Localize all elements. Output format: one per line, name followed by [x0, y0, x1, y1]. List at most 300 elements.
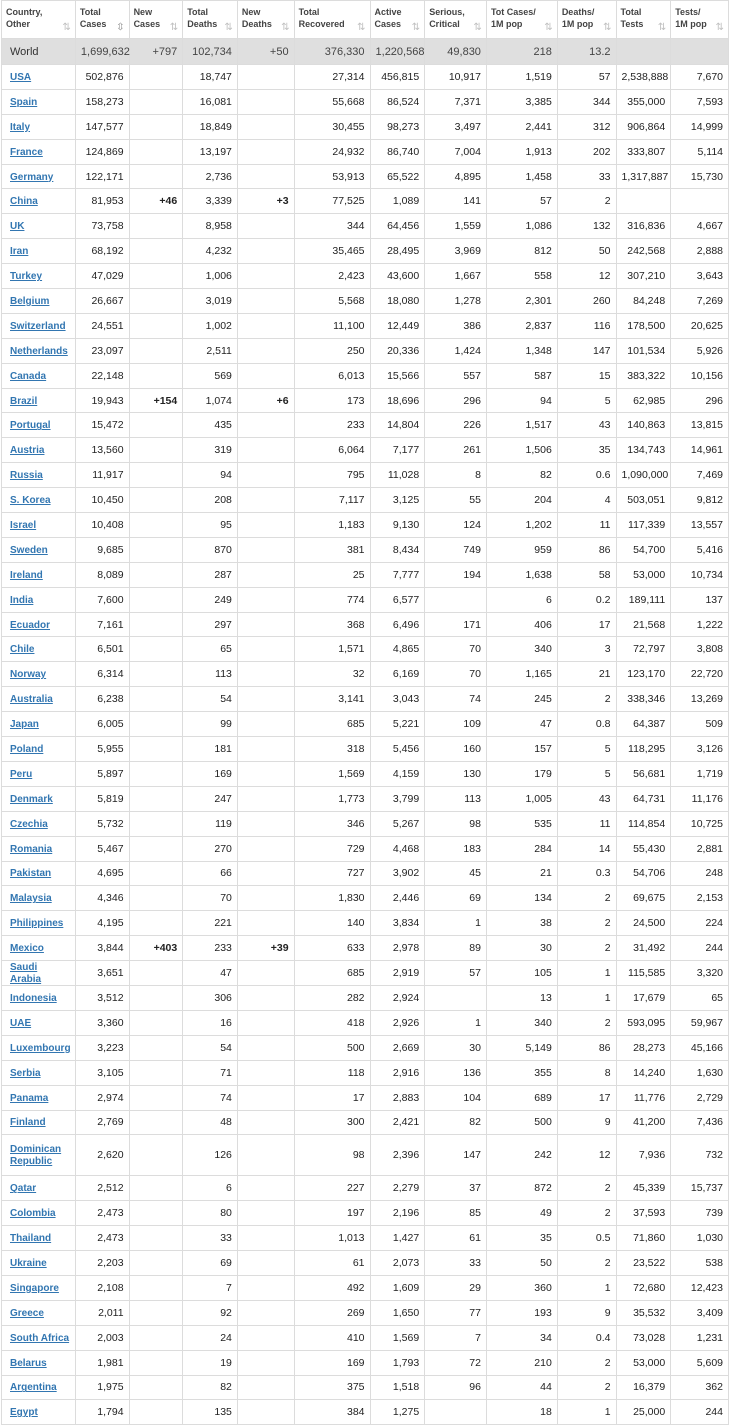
table-cell: 435: [183, 413, 238, 438]
table-cell: 69,675: [616, 886, 671, 911]
sort-icon[interactable]: ⇅: [169, 22, 179, 33]
table-cell: 7,936: [616, 1135, 671, 1176]
country-link[interactable]: Indonesia: [10, 993, 57, 1004]
table-cell: 204: [486, 488, 557, 513]
table-cell: 1,571: [294, 637, 370, 662]
country-cell: [2, 463, 76, 488]
table-cell: [237, 463, 294, 488]
table-cell: 5,926: [671, 338, 729, 363]
table-cell: 89: [425, 936, 487, 961]
table-cell: 169: [183, 761, 238, 786]
country-link[interactable]: Iran: [10, 246, 29, 258]
table-cell: 16: [183, 1010, 238, 1035]
country-cell: [2, 587, 76, 612]
table-cell: 11,028: [370, 463, 425, 488]
sort-icon[interactable]: ⇅: [473, 22, 482, 33]
table-cell: 2,888: [671, 239, 729, 264]
table-cell: 1: [557, 1400, 616, 1425]
table-cell: 5,221: [370, 712, 425, 737]
table-row: [2, 936, 729, 961]
table-cell: 71: [183, 1060, 238, 1085]
column-header-label: Tests/ 1M pop: [675, 7, 707, 29]
country-link[interactable]: Saudi Arabia: [10, 962, 42, 986]
country-cell: [2, 537, 76, 562]
country-cell: [2, 1085, 76, 1110]
table-cell: 7,004: [425, 139, 487, 164]
country-link[interactable]: Serbia: [10, 1067, 41, 1079]
country-cell: [2, 986, 76, 1011]
table-cell: 2,769: [75, 1110, 129, 1135]
column-header[interactable]: [557, 1, 616, 39]
table-cell: 17: [557, 612, 616, 637]
table-cell: 140: [294, 911, 370, 936]
table-cell: 569: [183, 363, 238, 388]
table-cell: 2,669: [370, 1035, 425, 1060]
table-cell: 47,029: [75, 264, 129, 289]
table-cell: 16,081: [183, 89, 238, 114]
table-cell: 57: [486, 189, 557, 214]
country-link[interactable]: S. Korea: [10, 495, 51, 507]
table-cell: 3,339: [183, 189, 238, 214]
country-cell: [2, 1375, 76, 1400]
table-cell: 7,177: [370, 438, 425, 463]
table-cell: 18,747: [183, 65, 238, 90]
table-row: [2, 587, 729, 612]
table-cell: 98,273: [370, 114, 425, 139]
table-cell: 1,793: [370, 1350, 425, 1375]
table-cell: 2,279: [370, 1176, 425, 1201]
table-cell: 2: [557, 886, 616, 911]
column-header-label: Active Cases: [374, 7, 402, 29]
table-cell: 1,005: [486, 786, 557, 811]
table-cell: 2: [557, 1375, 616, 1400]
table-cell: 1,975: [75, 1375, 129, 1400]
table-row: [2, 164, 729, 189]
table-row: [2, 189, 729, 214]
table-cell: 12: [557, 1135, 616, 1176]
country-link[interactable]: Mexico: [10, 943, 44, 955]
table-cell: 3,808: [671, 637, 729, 662]
table-cell: 18,696: [370, 388, 425, 413]
country-link[interactable]: India: [10, 594, 34, 606]
table-cell: 1,630: [671, 1060, 729, 1085]
table-cell: 2,423: [294, 264, 370, 289]
table-row: [2, 1300, 729, 1325]
table-cell: 319: [183, 438, 238, 463]
table-cell: 221: [183, 911, 238, 936]
table-cell: 24,932: [294, 139, 370, 164]
country-link[interactable]: Japan: [10, 719, 39, 731]
table-cell: [129, 637, 183, 662]
table-cell: 1,427: [370, 1226, 425, 1251]
country-link[interactable]: Denmark: [10, 793, 53, 805]
column-header[interactable]: [237, 1, 294, 39]
table-cell: 86: [557, 1035, 616, 1060]
table-cell: [237, 886, 294, 911]
table-cell: 0.2: [557, 587, 616, 612]
table-cell: 2,837: [486, 313, 557, 338]
country-link[interactable]: Netherlands: [10, 345, 68, 357]
table-cell: 15: [557, 363, 616, 388]
table-row: [2, 1135, 729, 1176]
table-cell: 384: [294, 1400, 370, 1425]
country-cell: [2, 637, 76, 662]
table-cell: 19: [183, 1350, 238, 1375]
table-cell: 6,064: [294, 438, 370, 463]
country-link[interactable]: Austria: [10, 445, 45, 457]
country-link[interactable]: China: [10, 196, 38, 208]
country-link[interactable]: Dominican Republic: [10, 1144, 62, 1168]
table-cell: 47: [183, 961, 238, 986]
table-cell: 558: [486, 264, 557, 289]
table-row: [2, 139, 729, 164]
country-cell: [2, 513, 76, 538]
table-cell: [129, 562, 183, 587]
table-cell: 4,232: [183, 239, 238, 264]
table-cell: 41,200: [616, 1110, 671, 1135]
table-cell: [129, 513, 183, 538]
country-link[interactable]: Malaysia: [10, 893, 52, 905]
table-cell: [237, 1350, 294, 1375]
table-cell: 3,320: [671, 961, 729, 986]
column-header[interactable]: [671, 1, 729, 39]
table-cell: 2,538,888: [616, 65, 671, 90]
country-link[interactable]: Colombia: [10, 1208, 56, 1220]
table-cell: [237, 1400, 294, 1425]
world-label: World: [2, 39, 76, 65]
country-link[interactable]: Spain: [10, 96, 38, 108]
country-link[interactable]: Germany: [10, 171, 54, 183]
table-cell: 227: [294, 1176, 370, 1201]
table-cell: 15,472: [75, 413, 129, 438]
country-link[interactable]: Egypt: [10, 1407, 38, 1419]
table-cell: 35: [486, 1226, 557, 1251]
column-header-label: New Deaths: [241, 7, 272, 29]
table-cell: [237, 363, 294, 388]
table-cell: 35,532: [616, 1300, 671, 1325]
column-header[interactable]: [2, 1, 76, 39]
table-cell: 134,743: [616, 438, 671, 463]
country-link[interactable]: Sweden: [10, 544, 48, 556]
table-cell: 2,512: [75, 1176, 129, 1201]
column-header-label: Total Cases: [79, 7, 107, 29]
table-cell: 64,456: [370, 214, 425, 239]
country-cell: [2, 1110, 76, 1135]
table-cell: 9: [557, 1300, 616, 1325]
table-cell: 7,593: [671, 89, 729, 114]
country-link[interactable]: Portugal: [10, 420, 51, 432]
table-cell: [129, 1201, 183, 1226]
table-cell: [129, 1176, 183, 1201]
table-cell: 2,073: [370, 1251, 425, 1276]
table-cell: 269: [294, 1300, 370, 1325]
country-link[interactable]: Turkey: [10, 271, 43, 283]
table-cell: [237, 89, 294, 114]
sort-icon[interactable]: ⇅: [224, 22, 233, 33]
table-cell: 194: [425, 562, 487, 587]
column-header[interactable]: [370, 1, 425, 39]
table-cell: 2,919: [370, 961, 425, 986]
table-cell: 247: [183, 786, 238, 811]
table-cell: 31,492: [616, 936, 671, 961]
country-link[interactable]: Romania: [10, 843, 53, 855]
table-cell: 9: [557, 1110, 616, 1135]
table-row: [2, 1375, 729, 1400]
table-cell: 2: [557, 1251, 616, 1276]
table-cell: [237, 1275, 294, 1300]
table-cell: 7,777: [370, 562, 425, 587]
table-cell: 633: [294, 936, 370, 961]
country-link[interactable]: Qatar: [10, 1183, 37, 1195]
table-cell: [237, 438, 294, 463]
country-link[interactable]: France: [10, 146, 43, 158]
table-cell: 28,273: [616, 1035, 671, 1060]
table-cell: 344: [557, 89, 616, 114]
table-cell: 15,730: [671, 164, 729, 189]
country-link[interactable]: Italy: [10, 121, 31, 133]
table-cell: 86: [557, 537, 616, 562]
table-cell: 7: [425, 1325, 487, 1350]
table-cell: 1,089: [370, 189, 425, 214]
column-header[interactable]: [425, 1, 487, 39]
table-cell: 17,679: [616, 986, 671, 1011]
table-cell: [425, 986, 487, 1011]
table-cell: 202: [557, 139, 616, 164]
table-cell: 11,917: [75, 463, 129, 488]
table-cell: 15,737: [671, 1176, 729, 1201]
table-cell: 54,706: [616, 861, 671, 886]
country-link[interactable]: Ukraine: [10, 1258, 47, 1270]
country-cell: [2, 239, 76, 264]
sort-icon[interactable]: ⇅: [281, 22, 290, 33]
table-cell: 224: [671, 911, 729, 936]
country-link[interactable]: Czechia: [10, 818, 48, 830]
country-link[interactable]: Canada: [10, 370, 47, 382]
table-cell: 261: [425, 438, 487, 463]
country-link[interactable]: Russia: [10, 470, 43, 482]
table-cell: [129, 886, 183, 911]
table-cell: 270: [183, 836, 238, 861]
sort-icon[interactable]: ⇅: [657, 22, 667, 33]
table-row: [2, 264, 729, 289]
table-cell: 250: [294, 338, 370, 363]
table-cell: 287: [183, 562, 238, 587]
country-link[interactable]: Pakistan: [10, 868, 52, 880]
table-cell: 56,681: [616, 761, 671, 786]
table-cell: 6,501: [75, 637, 129, 662]
country-link[interactable]: UAE: [10, 1017, 32, 1029]
table-cell: 14,961: [671, 438, 729, 463]
country-link[interactable]: Finland: [10, 1117, 46, 1129]
table-cell: 318: [294, 737, 370, 762]
table-cell: 4,667: [671, 214, 729, 239]
table-cell: 503,051: [616, 488, 671, 513]
country-link[interactable]: Luxembourg: [10, 1042, 71, 1054]
country-link[interactable]: Thailand: [10, 1233, 52, 1245]
sort-icon[interactable]: ⇅: [603, 22, 612, 33]
table-cell: 1,090,000: [616, 463, 671, 488]
table-cell: [129, 338, 183, 363]
table-cell: 98: [425, 811, 487, 836]
table-row: [2, 637, 729, 662]
column-header[interactable]: [75, 1, 129, 39]
table-cell: 8: [425, 463, 487, 488]
table-cell: 1: [425, 911, 487, 936]
country-link[interactable]: Greece: [10, 1307, 44, 1319]
country-link[interactable]: Philippines: [10, 918, 64, 930]
country-cell: [2, 1350, 76, 1375]
table-cell: [129, 264, 183, 289]
table-cell: [237, 861, 294, 886]
sort-icon[interactable]: ⇅: [544, 22, 553, 33]
table-cell: [237, 513, 294, 538]
table-cell: 24,500: [616, 911, 671, 936]
country-link[interactable]: Norway: [10, 669, 47, 681]
table-cell: 812: [486, 239, 557, 264]
table-cell: 171: [425, 612, 487, 637]
table-cell: 0.8: [557, 712, 616, 737]
country-link[interactable]: South Africa: [10, 1332, 70, 1344]
table-cell: 189,111: [616, 587, 671, 612]
table-cell: 23,097: [75, 338, 129, 363]
table-row: [2, 786, 729, 811]
table-cell: 14,240: [616, 1060, 671, 1085]
table-cell: 3,512: [75, 986, 129, 1011]
table-cell: 245: [486, 687, 557, 712]
table-cell: 1,275: [370, 1400, 425, 1425]
table-cell: +403: [129, 936, 183, 961]
table-cell: 9,812: [671, 488, 729, 513]
table-cell: 386: [425, 313, 487, 338]
table-cell: 2,421: [370, 1110, 425, 1135]
country-link[interactable]: Switzerland: [10, 320, 66, 332]
table-cell: 124: [425, 513, 487, 538]
table-cell: 179: [486, 761, 557, 786]
table-cell: 80: [183, 1201, 238, 1226]
table-cell: [237, 811, 294, 836]
sort-desc-icon[interactable]: ⇳: [116, 22, 125, 33]
country-link[interactable]: Australia: [10, 694, 53, 706]
table-cell: [129, 1110, 183, 1135]
table-cell: [129, 1325, 183, 1350]
table-cell: 1,006: [183, 264, 238, 289]
table-cell: [129, 1400, 183, 1425]
sort-icon[interactable]: ⇅: [357, 22, 366, 33]
column-header[interactable]: [183, 1, 238, 39]
table-cell: [129, 1035, 183, 1060]
table-cell: 8,958: [183, 214, 238, 239]
country-link[interactable]: UK: [10, 221, 25, 233]
table-cell: 2,974: [75, 1085, 129, 1110]
table-cell: 58: [557, 562, 616, 587]
country-cell: [2, 761, 76, 786]
table-cell: 959: [486, 537, 557, 562]
table-cell: 338,346: [616, 687, 671, 712]
country-link[interactable]: Ireland: [10, 569, 43, 581]
country-link[interactable]: Israel: [10, 519, 37, 531]
world-cell: [616, 39, 671, 65]
table-cell: 3,844: [75, 936, 129, 961]
table-cell: [237, 961, 294, 986]
table-cell: 1,165: [486, 662, 557, 687]
country-link[interactable]: Ecuador: [10, 619, 51, 631]
country-link[interactable]: Belarus: [10, 1357, 47, 1369]
table-cell: 33: [425, 1251, 487, 1276]
table-cell: 870: [183, 537, 238, 562]
column-header[interactable]: [294, 1, 370, 39]
table-cell: [237, 1325, 294, 1350]
table-cell: [129, 413, 183, 438]
table-cell: 872: [486, 1176, 557, 1201]
sort-icon[interactable]: ⇅: [411, 22, 421, 33]
country-link[interactable]: Belgium: [10, 295, 50, 307]
table-cell: 296: [425, 388, 487, 413]
table-cell: 685: [294, 712, 370, 737]
table-cell: 24: [183, 1325, 238, 1350]
table-cell: 70: [425, 637, 487, 662]
table-row: [2, 1060, 729, 1085]
sort-icon[interactable]: ⇅: [62, 22, 71, 33]
country-link[interactable]: Panama: [10, 1092, 49, 1104]
table-cell: 6,169: [370, 662, 425, 687]
table-cell: [425, 1400, 487, 1425]
table-cell: 3,651: [75, 961, 129, 986]
table-cell: 135: [183, 1400, 238, 1425]
table-cell: [129, 289, 183, 314]
table-row: [2, 961, 729, 986]
country-cell: [2, 811, 76, 836]
table-cell: 587: [486, 363, 557, 388]
country-cell: [2, 1060, 76, 1085]
table-cell: 5,114: [671, 139, 729, 164]
sort-icon[interactable]: ⇅: [715, 22, 724, 33]
column-header-label: Deaths/ 1M pop: [561, 7, 595, 29]
table-cell: 65: [183, 637, 238, 662]
table-cell: 64,387: [616, 712, 671, 737]
country-cell: [2, 1251, 76, 1276]
column-header[interactable]: [616, 1, 671, 39]
country-link[interactable]: Argentina: [10, 1382, 57, 1394]
table-row: [2, 1110, 729, 1135]
table-cell: [237, 1201, 294, 1226]
country-link[interactable]: USA: [10, 71, 32, 83]
table-cell: 6,013: [294, 363, 370, 388]
table-cell: 340: [486, 1010, 557, 1035]
table-cell: 284: [486, 836, 557, 861]
table-cell: +6: [237, 388, 294, 413]
table-cell: 29: [425, 1275, 487, 1300]
country-link[interactable]: Singapore: [10, 1282, 59, 1294]
table-cell: [237, 338, 294, 363]
table-cell: +46: [129, 189, 183, 214]
table-cell: 2,196: [370, 1201, 425, 1226]
column-header[interactable]: [129, 1, 183, 39]
table-cell: [129, 164, 183, 189]
table-cell: 104: [425, 1085, 487, 1110]
column-header[interactable]: [486, 1, 557, 39]
table-cell: [237, 836, 294, 861]
country-link[interactable]: Brazil: [10, 395, 38, 407]
country-link[interactable]: Peru: [10, 768, 33, 780]
table-cell: 114,854: [616, 811, 671, 836]
table-cell: 6: [486, 587, 557, 612]
country-link[interactable]: Poland: [10, 743, 44, 755]
table-cell: 10,408: [75, 513, 129, 538]
table-cell: 2: [557, 1350, 616, 1375]
country-link[interactable]: Chile: [10, 644, 35, 656]
table-cell: 4,895: [425, 164, 487, 189]
table-cell: 6,496: [370, 612, 425, 637]
